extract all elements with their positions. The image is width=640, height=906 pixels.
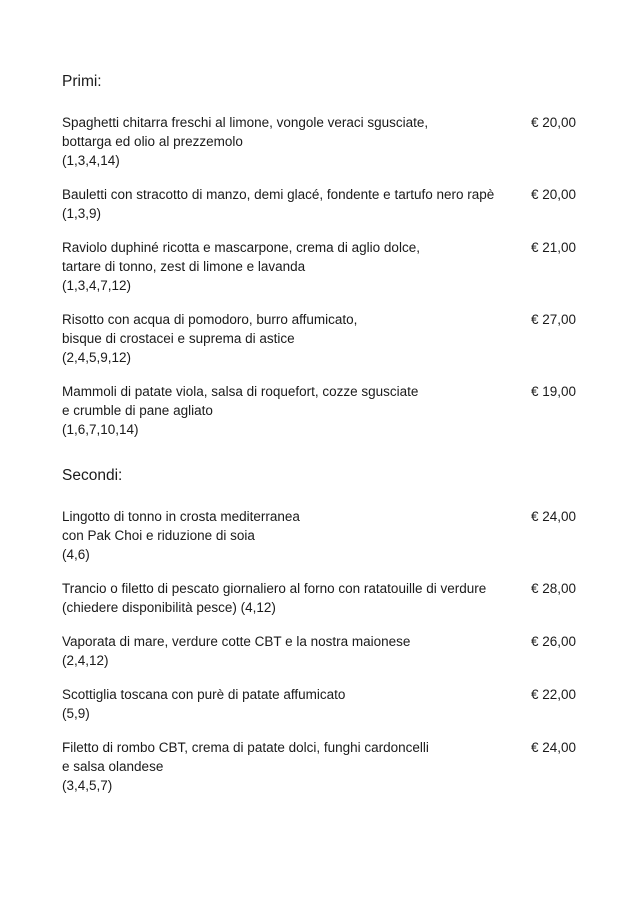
item-price: € 28,00: [530, 581, 576, 596]
item-description-line: Raviolo duphiné ricotta e mascarpone, crema di aglio dolce,: [62, 240, 420, 255]
item-description: [62, 507, 506, 564]
item-price: € 27,00: [530, 312, 576, 327]
item-description: [62, 310, 506, 367]
item-allergens: (2,4,5,9,12): [62, 350, 132, 365]
item-price: € 22,00: [530, 687, 576, 702]
item-description-line: Lingotto di tonno in crosta mediterranea: [62, 509, 300, 524]
menu-item: [62, 579, 576, 617]
item-allergens: (3,4,5,7): [62, 778, 113, 793]
item-allergens: (1,3,9): [62, 206, 102, 221]
item-description-line: bottarga ed olio al prezzemolo: [62, 134, 243, 149]
section-title: Secondi:: [62, 467, 123, 484]
item-description-line: Vaporata di mare, verdure cotte CBT e la nostra maionese: [62, 634, 411, 649]
item-description-line: Filetto di rombo CBT, crema di patate dolci, funghi cardoncelli: [62, 740, 429, 755]
item-description-line: Bauletti con stracotto di manzo, demi glacé, fondente e tartufo nero rapè: [62, 187, 495, 202]
item-description-line: tartare di tonno, zest di limone e lavanda: [62, 259, 306, 274]
menu-item: [62, 738, 576, 795]
item-allergens: (1,3,4,14): [62, 153, 120, 168]
item-description: [62, 632, 506, 670]
item-allergens: (1,3,4,7,12): [62, 278, 132, 293]
item-description-line: Scottiglia toscana con purè di patate affumicato: [62, 687, 346, 702]
menu-item: [62, 632, 576, 670]
section-title: Primi:: [62, 73, 102, 90]
item-description: [62, 738, 506, 795]
item-allergens: (5,9): [62, 706, 90, 721]
item-allergens: (2,4,12): [62, 653, 109, 668]
item-description-line: Spaghetti chitarra freschi al limone, vongole veraci sgusciate,: [62, 115, 429, 130]
item-description: [62, 113, 506, 170]
item-description: [62, 382, 506, 439]
item-description: [62, 579, 506, 617]
menu-item: [62, 507, 576, 564]
item-description: [62, 238, 506, 295]
item-description-line: Risotto con acqua di pomodoro, burro affumicato,: [62, 312, 358, 327]
item-price: € 20,00: [530, 115, 576, 130]
item-description-line: e crumble di pane agliato: [62, 403, 213, 418]
item-description: [62, 185, 506, 223]
item-description-line: Mammoli di patate viola, salsa di roquefort, cozze sgusciate: [62, 384, 419, 399]
menu-section: [62, 466, 576, 795]
item-description-line: con Pak Choi e riduzione di soia: [62, 528, 255, 543]
menu-item: [62, 238, 576, 295]
item-allergens: (1,6,7,10,14): [62, 422, 139, 437]
menu-section: [62, 72, 576, 439]
item-description-line: bisque di crostacei e suprema di astice: [62, 331, 295, 346]
item-description-line: Trancio o filetto di pescato giornaliero al forno con ratatouille di verdure: [62, 581, 487, 596]
item-description-line: e salsa olandese: [62, 759, 164, 774]
menu-item: [62, 113, 576, 170]
menu-item: [62, 685, 576, 723]
item-price: € 24,00: [530, 740, 576, 755]
item-description: [62, 685, 506, 723]
item-allergens: (4,6): [62, 547, 90, 562]
menu-item: [62, 310, 576, 367]
item-price: € 20,00: [530, 187, 576, 202]
menu-sections: [62, 72, 576, 795]
item-price: € 19,00: [530, 384, 576, 399]
item-price: € 24,00: [530, 509, 576, 524]
item-price: € 21,00: [530, 240, 576, 255]
menu-item: [62, 382, 576, 439]
menu-item: [62, 185, 576, 223]
item-price: € 26,00: [530, 634, 576, 649]
item-description-line: (chiedere disponibilità pesce) (4,12): [62, 600, 276, 615]
